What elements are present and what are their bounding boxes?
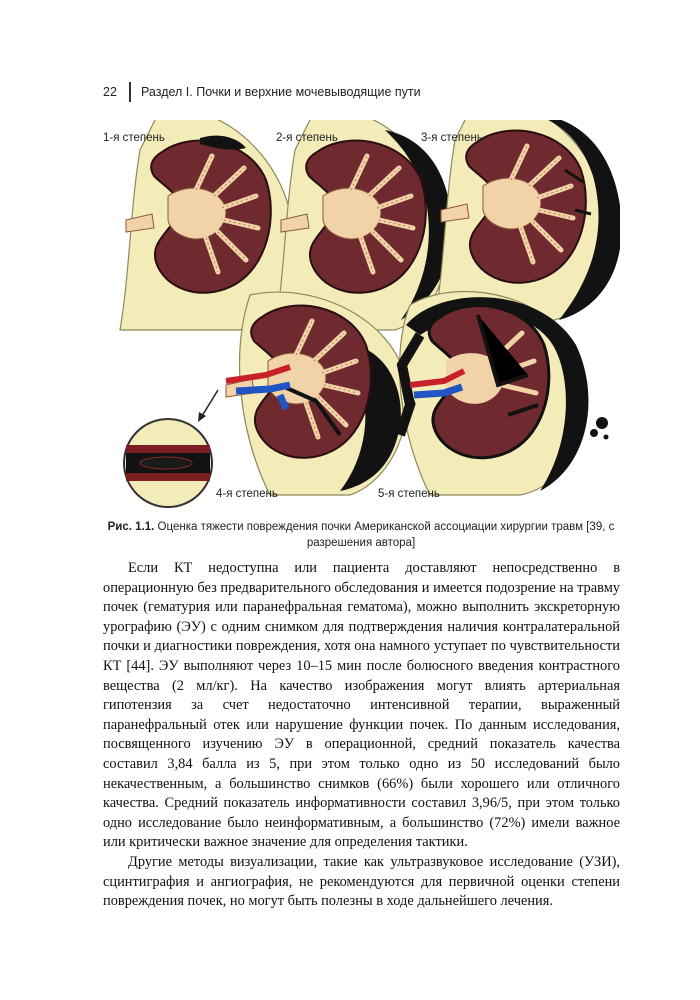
body-text [103,559,620,912]
page-header [103,84,623,104]
kidney-grades-illustration [100,120,620,510]
vessel-inset [124,390,218,507]
grade-5-label: 5-я степень [378,488,440,500]
grade-5-diagram [400,292,609,496]
paragraph: Если КТ недоступна или пациента доставляют непосредственно в операционную без предварительного обследования и имеется подозрение на травму почек (гематурия или паранефральная гематома), можно выполнить экскреторную урографию (ЭУ) с одним снимком для подтверждения наличия контралатеральной почки и диагностики повреждения, хотя она намного уступает по чувствительности КТ [44]. ЭУ выполняют через 10–15 мин после болюсного введения контрастного вещества (2 мл/кг). На качество изображения могут влиять артериальная гипотензия за счет недостаточно интенсивной терапии, выраженный паранефральный отек или нарушение функции почек. По данным исследования, посвященного изучению ЭУ в операционной, средний показатель качества составил 3,84 балла из 5, при этом только одно из 50 исследований было некачественным, а большинство снимков (66%) были хорошего или отличного качества. Средний показатель информативности составил 3,96/5, при этом только одно исследование было неинформативным, а большинство (72%) имели важное или критически важное значение для определения тактики. [103,560,620,851]
section-title: Раздел I. Почки и верхние мочевыводящие пути [141,85,421,99]
grade-4-label: 4-я степень [216,488,278,500]
figure-caption-text: Оценка тяжести повреждения почки Американской ассоциации хирургии травм [39, с разрешения автора] [157,521,615,549]
page-number: 22 [103,85,117,99]
figure-caption [98,519,624,551]
grade-2-label: 2-я степень [276,132,338,144]
header-divider [129,82,131,102]
kidney-injury-figure [100,120,620,510]
paragraph: Другие методы визуализации, такие как ультразвуковое исследование (УЗИ), сцинтиграфия и ангиография, не рекомендуются для первичной оценки степени повреждения почек, но могут быть полезны в ходе дальнейшего лечения. [103,853,620,910]
grade-3-label: 3-я степень [421,132,483,144]
grade-1-label: 1-я степень [103,132,165,144]
figure-caption-label: Рис. 1.1. [107,521,155,533]
grade-3-diagram [435,120,620,320]
